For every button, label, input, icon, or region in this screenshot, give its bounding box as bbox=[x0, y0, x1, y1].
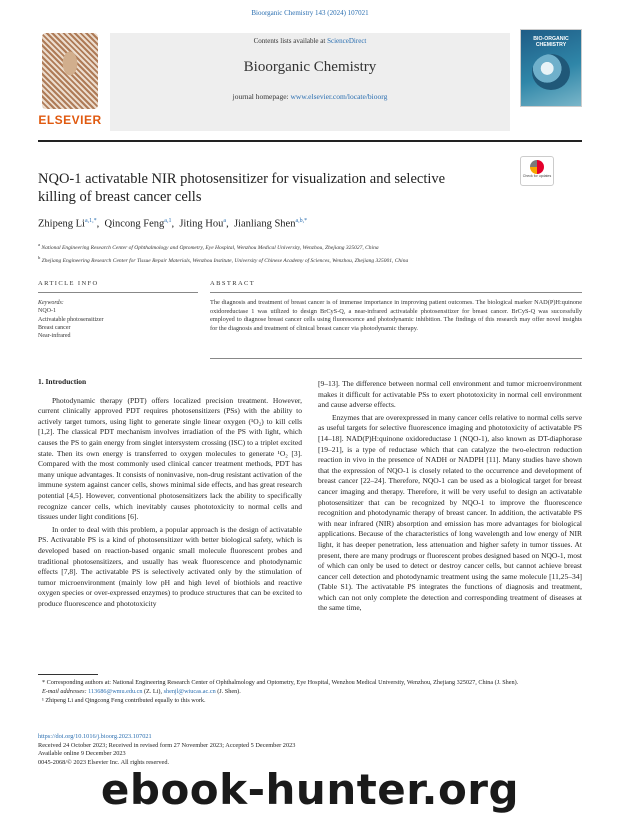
body-column-right bbox=[318, 379, 582, 616]
body-paragraph: [9–13]. The difference between normal cell environment and tumor microenvironment makes it difficult for activatable PSs to exert phototoxicity in normal cell environment and cause adverse effects. bbox=[318, 379, 582, 410]
abstract-bottom-rule bbox=[210, 358, 582, 359]
journal-name: Bioorganic Chemistry bbox=[243, 59, 377, 75]
journal-reference[interactable]: Bioorganic Chemistry 143 (2024) 107021 bbox=[251, 9, 369, 17]
email-link[interactable]: 113686@wmu.edu.cn bbox=[88, 688, 143, 695]
article-info-rule bbox=[38, 292, 198, 293]
author-list: Zhipeng $Li^{a,1,*}$, Qincong Feng$^{a,1}$, Jiting Hou$^a$, Jianliang Shen$^{a,b,*}$ bbox=[38, 218, 308, 230]
journal-banner bbox=[110, 33, 510, 131]
contents-line bbox=[110, 37, 510, 45]
keywords-title: Keywords: bbox=[38, 300, 64, 306]
email-label: E-mail addresses: bbox=[42, 688, 89, 695]
online-date: Available online 9 December 2023 bbox=[38, 750, 126, 757]
abstract-text: The diagnosis and treatment of breast cancer is of immense importance in improving patient outcomes. The biological marker NAD(P)H:quinone oxidoreductase 1 was utilized to design BrCyS-Q, a near-infrared activatable photosensitizer for breast cancer. BrCyS-Q was successfully employed to diagnose breast cancer cells using fluorescence and photodynamic inhibition. The findings of this research may offer novel insights for the diagnosis and treatment of clinical breast cancer via photodynamic therapy. bbox=[210, 299, 582, 333]
affiliations bbox=[38, 240, 582, 266]
author-name[interactable]: Jiting Hou bbox=[179, 218, 224, 230]
crossmark-icon bbox=[530, 160, 544, 174]
author-marks[interactable]: a,b,* bbox=[295, 218, 308, 224]
keyword-item: Near-infrared bbox=[38, 333, 71, 340]
doi-link[interactable]: https://doi.org/10.1016/j.bioorg.2023.107021 bbox=[38, 733, 152, 740]
body-column-left bbox=[38, 375, 302, 611]
email-owner: (J. Shen). bbox=[215, 688, 241, 695]
affiliation-text: Zhejiang Engineering Research Center for Tissue Repair Materials, Wenzhou Institute, University of Chinese Academy of Sciences, Wenzhou, Zhejiang 325001, China bbox=[41, 257, 409, 264]
author-marks[interactable]: a,1,* bbox=[84, 218, 97, 224]
received-dates: Received 24 October 2023; Received in revised form 27 November 2023; Accepted 5 December 2023 bbox=[38, 741, 296, 749]
keyword-item: Activatable photosensitizer bbox=[38, 316, 104, 323]
affiliation-mark: a bbox=[38, 242, 41, 247]
header-divider bbox=[38, 140, 582, 142]
author-name[interactable]: Jianliang Shen bbox=[233, 218, 296, 230]
affiliation-item bbox=[38, 240, 582, 253]
equal-contribution-note: ¹ Zhipeng Li and Qingcong Feng contributed equally to this work. bbox=[42, 697, 206, 704]
homepage-prefix: journal homepage: bbox=[232, 92, 291, 101]
footnote-divider bbox=[38, 674, 98, 675]
affiliation-item bbox=[38, 253, 582, 266]
author-marks[interactable]: a,1 bbox=[164, 218, 172, 224]
sciencedirect-link[interactable]: ScienceDirect bbox=[327, 37, 367, 45]
contents-prefix: Contents lists available at bbox=[253, 37, 328, 45]
copyright: 0045-2068/© 2023 Elsevier Inc. All rights reserved. bbox=[38, 758, 170, 766]
body-paragraph: Photodynamic therapy (PDT) offers localized precision treatment. However, current clinically approved PDT requires photosensitizers (PSs) with the ability to actively target tumors, using light to generate single linear oxygen (¹O₂) to kill cells [1,2]. The classical PDT mechanism involves irradiation of the PS with light, which causes the PS to gain energy from singlet intersystem crossing (ISC) to a triplet excited state. Then its own energy is transferred to oxygen molecules to generate ¹O₂ [3]. Compared with the most commonly used clinical cancer treatment methods, PDT has many unique advantages. It consists of noninvasive, non-drug resistant activation of the immune system against cancer cells, shows minimal side effects, and has great research potential [4,5]. However, conventional photosensitizers lack the ability to specifically recognize cancer cells, which inevitably causes phototoxicity to normal cells and tissues under light conditions [6]. bbox=[38, 395, 302, 522]
elsevier-wordmark: ELSEVIER bbox=[38, 113, 102, 127]
elsevier-logo bbox=[38, 33, 102, 131]
corresponding-author-note: * Corresponding authors at: National Engineering Research Center of Ophthalmology and Optometry, Eye Hospital, Wenzhou Medical University, Wenzhou, Zhejiang 325027, China (J. Shen). bbox=[42, 679, 519, 686]
body-paragraph: Enzymes that are overexpressed in many cancer cells relative to normal cells serve as useful targets for selective fluorescence imaging and phototoxicity of activatable PS [14–18]. NAD(P)H:quinone oxidoreductase 1 (NQO-1), also known as DT-diaphorase [19–21], is a type of reductase which that can catalyze the two-electron reduction reaction in vivo in the presence of NADH or NADPH [11]. Many studies have shown that the expression of NQO-1 is closely related to the occurrence and development of breast cancer [22–24]. Therefore, NQO-1 can be used as a biological target for breast cancer imaging and therapy. Therefore, it will be very useful to design an activatable photosensitizer that can be recognized by NQO-1 to improve the fluorescence recognition and photodynamic therapy of breast cancer. In addition, the activatable PS with near infrared (NIR) absorption and emission has more advantages for biological applications. Because of the characteristics of long wavelength and low energy of NIR light, it has deeper penetration, less attenuation and higher safety in tumor tissues. At present, there are many prodrugs or fluorescent probes designed based on NQO-1, most of which can only be used to detect or destroy cancer cells, but cannot achieve breast cancer cell detection and photodynamic treatment using the same molecule [11,25–34] (Table S1). The activatable PS integrates the functions of diagnosis and treatment, which can not only complete the detection and corresponding treatment of diseases at the same time, bbox=[318, 412, 582, 613]
abstract-heading: ABSTRACT bbox=[210, 280, 256, 287]
email-owner: (Z. Li), bbox=[142, 688, 164, 695]
crossmark-label: Check for updates bbox=[522, 174, 552, 178]
affiliation-mark: b bbox=[38, 254, 41, 260]
keywords-block bbox=[38, 299, 188, 340]
section-heading: 1. Introduction bbox=[38, 377, 87, 386]
email-note bbox=[38, 687, 582, 696]
cover-title: BIO-ORGANIC CHEMISTRY bbox=[533, 36, 569, 48]
author-name[interactable]: Zhipeng Li bbox=[38, 218, 85, 230]
footnotes bbox=[38, 678, 582, 705]
author-name[interactable]: Qincong Feng bbox=[104, 218, 165, 230]
email-link[interactable]: shenjl@wiucas.ac.cn bbox=[163, 688, 216, 695]
author-marks[interactable]: a bbox=[223, 218, 227, 224]
publication-info bbox=[38, 733, 582, 767]
article-info-heading: ARTICLE INFO bbox=[38, 280, 99, 287]
homepage-line bbox=[110, 92, 510, 101]
keyword-item: Breast cancer bbox=[38, 324, 71, 331]
journal-masthead bbox=[38, 27, 582, 135]
keyword-item: NQO-1 bbox=[38, 308, 56, 315]
check-for-updates-badge[interactable] bbox=[520, 156, 554, 186]
affiliation-text: National Engineering Research Center of Ophthalmology and Optometry, Eye Hospital, Wenzhou Medical University, Wenzhou, Zhejiang 325027, China bbox=[41, 244, 379, 251]
elsevier-tree-icon bbox=[42, 33, 98, 109]
journal-cover-image bbox=[520, 29, 582, 107]
watermark: ebook-hunter.org bbox=[100, 765, 520, 814]
article-title: NQO-1 activatable NIR photosensitizer for visualization and selective killing of breast cancer cells bbox=[38, 171, 446, 205]
cover-art-icon bbox=[532, 54, 570, 90]
abstract-rule bbox=[210, 292, 582, 293]
body-paragraph: In order to deal with this problem, a popular approach is the design of activatable PS. Activatable PS is a kind of photosensitizer with better biological safety, which is developed based on reaction-based organic small molecule fluorescent probes and traditional photosensitizers, and usually has weak fluorescence and photodynamic effects [7,8]. The activatable PS is selectively activated only by the stimulation of tumor microenvironment (mainly low pH and high level of biothiols and reactive oxygen species or over-expressed enzymes) to produce structures that can be excited to produce fluorescence and phototoxicity bbox=[38, 524, 302, 608]
homepage-link[interactable]: www.elsevier.com/locate/bioorg bbox=[290, 92, 388, 101]
